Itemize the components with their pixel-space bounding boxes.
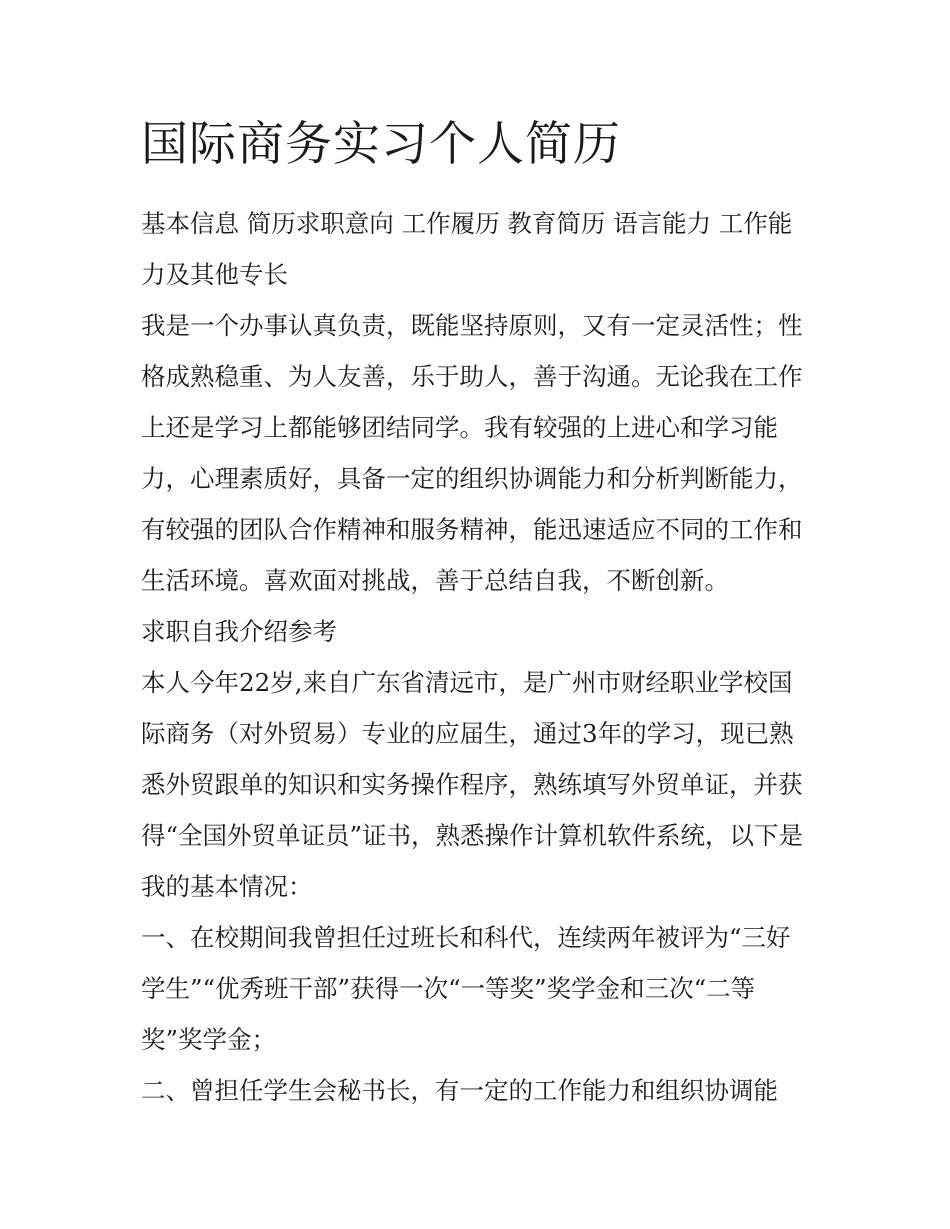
list-item-2: 二、曾担任学生会秘书长，有一定的工作能力和组织协调能 [141,1076,778,1105]
section-headings-paragraph: 基本信息 简历求职意向 工作履历 教育简历 语言能力 工作能力及其他专长 [141,209,793,289]
intro-paragraph: 本人今年22岁,来自广东省清远市，是广州市财经职业学校国际商务（对外贸易）专业的应届生，通过3年的学习，现已熟悉外贸跟单的知识和实务操作程序，熟练填写外贸单证，并获得“全国外贸单证员”证书，熟悉操作计算机软件系统，以下是我的基本情况： [141,668,804,901]
list-item-1: 一、在校期间我曾担任过班长和科代，连续两年被评为“三好学生”“优秀班干部”获得一次“一等奖”奖学金和三次“二等奖”奖学金； [141,923,791,1054]
document-page [141,112,813,1116]
document-title: 国际商务实习个人简历 [141,117,621,172]
self-evaluation-paragraph: 我是一个办事认真负责，既能坚持原则，又有一定灵活性；性格成熟稳重、为人友善，乐于助人，善于沟通。无论我在工作上还是学习上都能够团结同学。我有较强的上进心和学习能力，心理素质好，具备一定的组织协调能力和分析判断能力，有较强的团队合作精神和服务精神，能迅速适应不同的工作和生活环境。喜欢面对挑战，善于总结自我，不断创新。 [141,311,803,595]
section-heading-intro: 求职自我介绍参考 [141,617,337,646]
